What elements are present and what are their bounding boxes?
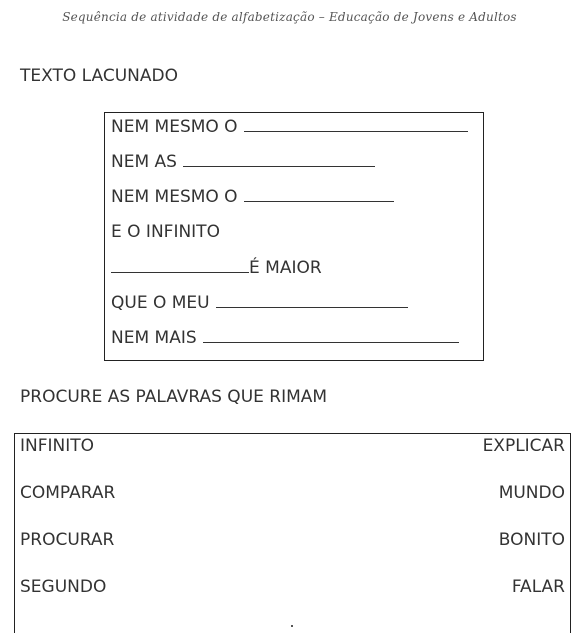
gap-text-box — [104, 112, 484, 361]
gap-line-text: NEM MAIS — [111, 328, 197, 348]
rhyme-row — [20, 436, 565, 456]
rhyme-word-right[interactable]: FALAR — [511, 577, 565, 597]
fill-blank[interactable] — [216, 293, 408, 308]
rhyme-word-left[interactable]: PROCURAR — [20, 530, 115, 550]
rhyme-row — [20, 530, 565, 550]
fill-blank[interactable] — [111, 258, 249, 273]
gap-line-text: E O INFINITO — [111, 222, 220, 242]
gap-line — [111, 328, 459, 348]
gap-line — [111, 258, 322, 278]
rhyme-word-right[interactable]: BONITO — [498, 530, 565, 550]
fill-blank[interactable] — [244, 117, 468, 132]
section-title-rhymes: PROCURE AS PALAVRAS QUE RIMAM — [20, 387, 328, 407]
gap-line-text: É MAIOR — [249, 258, 322, 278]
gap-line-text: NEM MESMO O — [111, 187, 238, 207]
gap-line — [111, 293, 408, 313]
fill-blank[interactable] — [183, 152, 375, 167]
rhyme-word-right[interactable]: MUNDO — [498, 483, 565, 503]
gap-line-text: NEM MESMO O — [111, 117, 238, 137]
rhyme-word-left[interactable]: SEGUNDO — [20, 577, 107, 597]
page-header: Sequência de atividade de alfabetização – Educação de Jovens e Adultos — [62, 10, 517, 24]
gap-line — [111, 222, 220, 242]
fill-blank[interactable] — [244, 187, 394, 202]
rhyme-row — [20, 483, 565, 503]
rhyme-word-left[interactable]: COMPARAR — [20, 483, 116, 503]
gap-line — [111, 117, 468, 137]
gap-line — [111, 152, 375, 172]
rhyme-row — [20, 577, 565, 597]
gap-line-text: QUE O MEU — [111, 293, 210, 313]
rhyme-box — [14, 433, 571, 633]
rhyme-word-left[interactable]: INFINITO — [20, 436, 95, 456]
fill-blank[interactable] — [203, 328, 459, 343]
gap-line-text: NEM AS — [111, 152, 177, 172]
gap-line — [111, 187, 394, 207]
rhyme-word-right[interactable]: EXPLICAR — [482, 436, 565, 456]
section-title-gap-text: TEXTO LACUNADO — [20, 66, 178, 86]
divider-mark — [291, 625, 293, 627]
